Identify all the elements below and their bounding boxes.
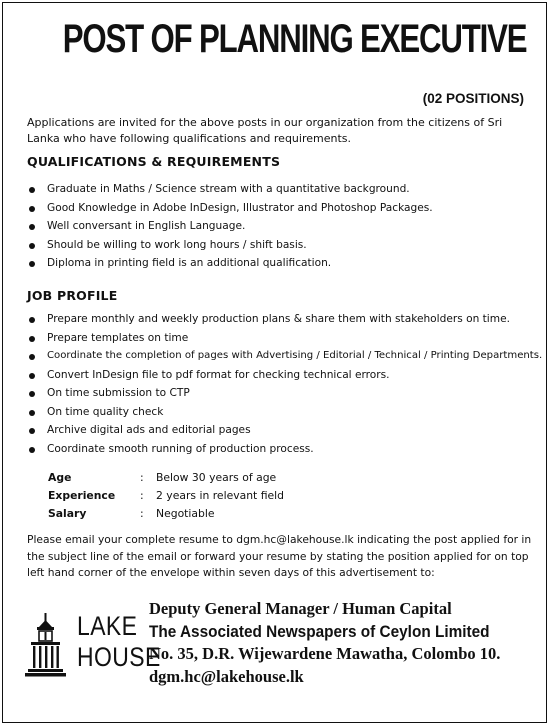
detail-row-salary <box>48 505 284 523</box>
detail-value: Below 30 years of age <box>156 471 277 484</box>
qualifications-heading: QUALIFICATIONS & REQUIREMENTS <box>27 154 281 169</box>
job-details <box>48 469 284 523</box>
positions-count: (02 POSITIONS) <box>422 91 524 106</box>
logo-line-2: HOUSE <box>77 642 161 672</box>
list-item: Coordinate the completion of pages with Advertising / Editorial / Technical / Printing Departments. <box>27 347 542 366</box>
lake-house-building-icon <box>25 613 67 679</box>
contact-address: No. 35, D.R. Wijewardene Mawatha, Colombo 10. <box>149 644 501 663</box>
detail-row-age <box>48 469 284 487</box>
list-item: On time submission to CTP <box>27 384 542 403</box>
list-item: Should be willing to work long hours / shift basis. <box>27 236 433 255</box>
list-item: Prepare monthly and weekly production plans & share them with stakeholders on time. <box>27 310 542 329</box>
list-item: On time quality check <box>27 403 542 422</box>
detail-value: 2 years in relevant field <box>156 489 285 502</box>
list-item: Good Knowledge in Adobe InDesign, Illustrator and Photoshop Packages. <box>27 199 433 218</box>
contact-email: dgm.hc@lakehouse.lk <box>149 666 304 686</box>
lake-house-logo <box>25 611 161 681</box>
contact-company: The Associated Newspapers of Ceylon Limited <box>149 622 490 641</box>
intro-paragraph: Applications are invited for the above posts in our organization from the citizens of Sri Lanka who have following qualifications and requirements. <box>27 116 503 145</box>
list-item: Diploma in printing field is an additional qualification. <box>27 254 433 273</box>
page-title: POST OF PLANNING EXECUTIVE <box>62 17 527 61</box>
qualifications-list <box>27 180 433 273</box>
detail-colon: : <box>140 471 144 484</box>
list-item: Convert InDesign file to pdf format for checking technical errors. <box>27 366 542 385</box>
list-item: Graduate in Maths / Science stream with a quantitative background. <box>27 180 433 199</box>
detail-value: Negotiable <box>156 507 215 520</box>
detail-row-experience <box>48 487 284 505</box>
detail-label: Age <box>48 471 72 484</box>
list-item: Well conversant in English Language. <box>27 217 433 236</box>
detail-colon: : <box>140 489 144 502</box>
list-item: Archive digital ads and editorial pages <box>27 421 542 440</box>
application-instructions: Please email your complete resume to dgm.hc@lakehouse.lk indicating the post applied for in the subject line of the email or forward your resume by stating the position applied for on top left hand corner of the envelope within seven days of this advertisement to: <box>27 533 532 579</box>
detail-colon: : <box>140 507 144 520</box>
job-advertisement <box>2 2 547 723</box>
list-item: Coordinate smooth running of production process. <box>27 440 542 459</box>
detail-label: Experience <box>48 489 116 502</box>
contact-block <box>149 598 515 688</box>
logo-line-1: LAKE <box>77 611 138 641</box>
job-profile-list <box>27 310 542 458</box>
job-profile-heading: JOB PROFILE <box>27 288 118 303</box>
detail-label: Salary <box>48 507 87 520</box>
contact-role: Deputy General Manager / Human Capital <box>149 599 452 618</box>
list-item: Prepare templates on time <box>27 329 542 348</box>
